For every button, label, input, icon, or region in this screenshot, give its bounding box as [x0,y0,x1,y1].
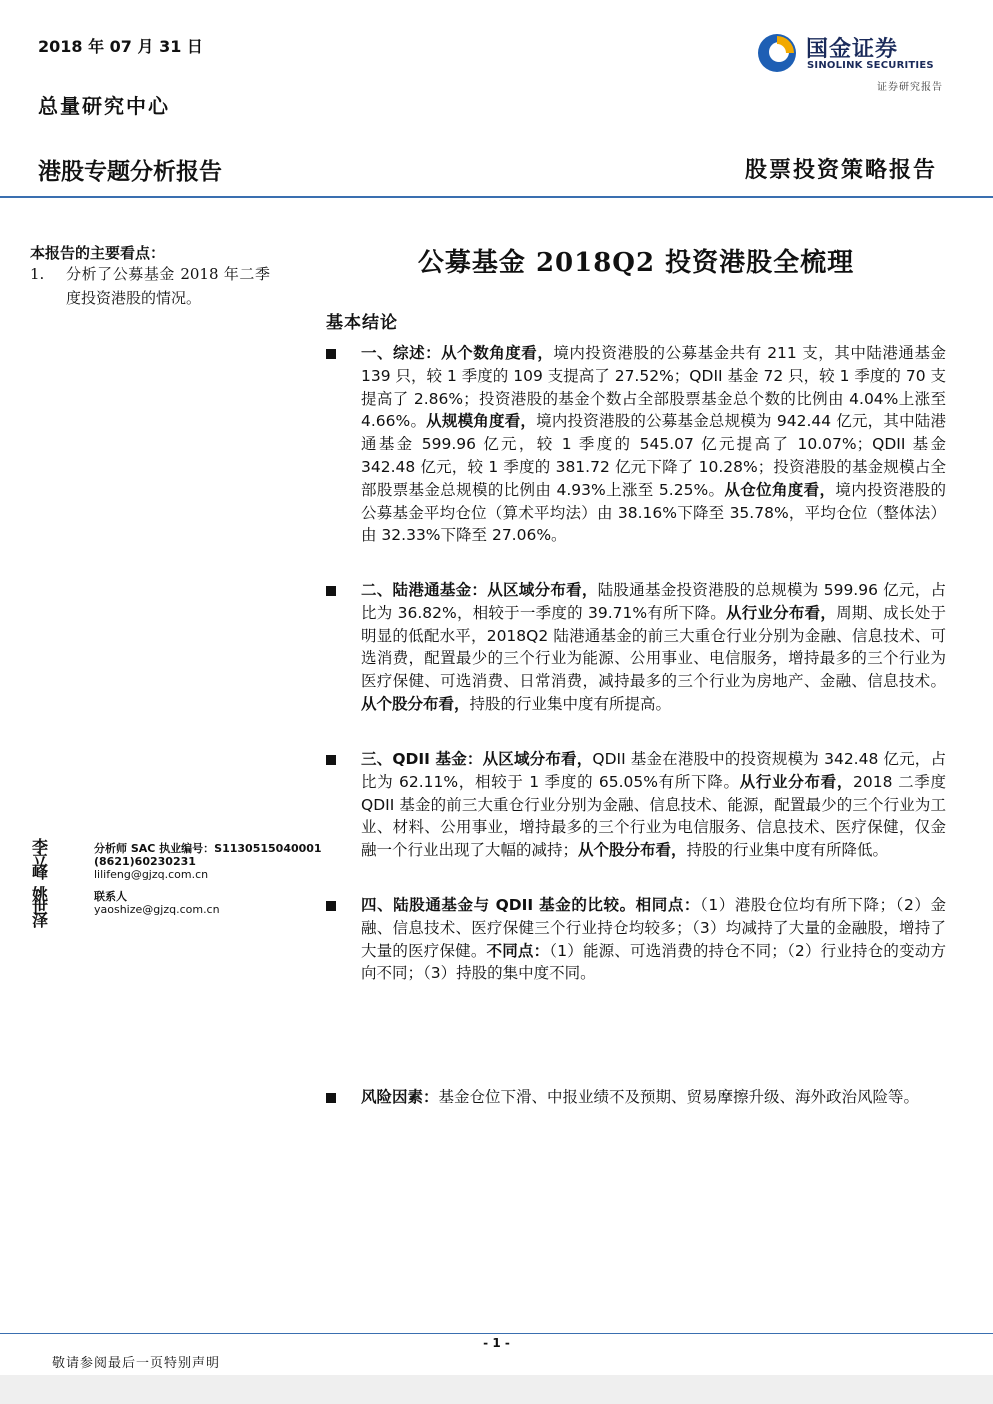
bullet-square-icon [326,586,336,596]
body-text: （1）能源、可选消费的持仓不同；（2）行业持仓的变动方向不同；（3）持股的集中度不同。 [361,941,946,983]
emphasis-text: 从行业分布看， [739,772,854,791]
contact-name: 姚世泽 [32,885,50,930]
logo-mark-icon [756,32,798,74]
body-text: 境内投资港股的公募基金总规模为 942.44 亿元，其中陆港通基金 599.96 亿元，较 1 季度的 545.07 亿元提高了 10.07%；QDII 基金 342.48 亿元，较 1 季度的 381.72 亿元下降了 10.28%；投资港股的基金规模占全部股票基金总规模的比例由 4.93%上涨至 5.25%。 [361,412,946,499]
highlights-list [30,262,270,310]
body-text: （1）港股仓位均有所下降；（2）金融、信息技术、医疗保健三个行业持仓均较多；（3）均减持了大量的金融股，增持了大量的医疗保健。 [361,896,946,960]
report-type: 港股专题分析报告 [38,159,222,185]
body-text: 基金仓位下滑、中报业绩不及预期、贸易摩擦升级、海外政治风险等。 [438,1088,920,1106]
analyst-role: 分析师 SAC 执业编号：S1130515040001 [94,842,322,855]
footer-divider [0,1333,993,1334]
bullet-square-icon [326,901,336,911]
report-category: 股票投资策略报告 [744,157,937,183]
analyst-email[interactable]: lilifeng@gjzq.com.cn [94,868,209,881]
highlight-text: 分析了公募基金 2018 年二季度投资港股的情况。 [66,265,270,307]
company-logo [756,30,946,78]
conclusion-text [361,579,946,716]
body-text: 2018 二季度 QDII 基金的前三大重仓行业分别为金融、信息技术、能源，配置最少的三个行业为工业、材料、公用事业，增持最多的三个行业为电信服务、信息技术、医疗保健，仅金融一个行业出现了大幅的减持； [361,772,947,860]
emphasis-text: 从行业分布看， [725,603,837,622]
page-number: - 1 - [483,1336,510,1350]
highlight-number: 1. [30,265,45,283]
body-text: QDII 基金在港股中的投资规模为 342.48 亿元，占比为 62.11%，相较于 1 季度的 65.05%有所下降。 [361,750,946,791]
emphasis-text: 一、综述：从个数角度看， [361,344,554,362]
analyst-phone: (8621)60230231 [94,855,196,868]
emphasis-text: 不同点： [486,941,550,960]
contact-role: 联系人 [94,890,127,903]
disclaimer-note: 敬请参阅最后一页特别声明 [52,1356,221,1371]
conclusion-text [361,894,946,985]
body-text: 持股的行业集中度有所降低。 [686,841,889,860]
analyst-name: 李立峰 [32,837,50,882]
body-text: 陆股通基金投资港股的总规模为 599.96 亿元，占比为 36.82%，相较于一季度的 39.71%有所下降。 [361,581,946,622]
emphasis-text: 从规模角度看， [426,412,537,431]
emphasis-text: 三、QDII 基金：从区域分布看， [361,750,593,768]
logo-name-en: SINOLINK SECURITIES [807,60,934,71]
emphasis-text: 从仓位角度看， [724,480,836,499]
bullet-square-icon [326,755,336,765]
bottom-band [0,1375,993,1404]
contact-email[interactable]: yaoshize@gjzq.com.cn [94,903,220,916]
highlights-title: 本报告的主要看点： [30,244,166,262]
body-text: 境内投资港股的公募基金平均仓位（算术平均法）由 38.16%下降至 35.78%，平均仓位（整体法）由 32.33%下降至 27.06%。 [361,480,946,545]
conclusion-item-risk [326,1086,946,1109]
report-date: 2018 年 07 月 31 日 [38,37,203,56]
conclusion-item-comparison [326,894,946,985]
conclusion-item-hk-connect [326,579,946,716]
emphasis-text: 二、陆港通基金：从区域分布看， [361,581,598,599]
conclusion-text [361,748,946,862]
header-divider [0,196,993,198]
emphasis-text: 从个股分布看， [361,694,470,713]
emphasis-text: 风险因素： [361,1088,439,1106]
body-text: 周期、成长处于明显的低配水平，2018Q2 陆港通基金的前三大重仓行业分别为金融、信息技术、可选消费，配置最少的三个行业为能源、公用事业、电信服务，增持最多的三个行业为医疗保健、可选消费、日常消费，减持最多的三个行业为房地产、金融、信息技术。 [361,603,946,691]
department-name: 总量研究中心 [38,94,170,118]
logo-subtitle: 证券研究报告 [877,82,943,93]
body-text: 持股的行业集中度有所提高。 [469,694,672,713]
bullet-square-icon [326,349,336,359]
conclusion-item-qdii [326,748,946,862]
conclusion-text [361,1086,946,1109]
body-text: 境内投资港股的公募基金共有 211 支，其中陆港通基金 139 只，较 1 季度的 109 支提高了 27.52%；QDII 基金 72 只，较 1 季度的 70 支提高了 2.86%；投资港股的基金个数占全部股票基金总个数的比例由 4.04%上涨至 4.66%。 [361,344,946,431]
bullet-square-icon [326,1093,336,1103]
report-title: 公募基金 2018Q2 投资港股全梳理 [417,248,855,278]
highlight-item [30,262,270,310]
conclusion-text [361,342,946,547]
logo-name-cn: 国金证券 [806,37,899,62]
section-heading: 基本结论 [326,313,398,333]
contact-info [94,890,220,916]
emphasis-text: 从个股分布看， [578,841,687,860]
conclusion-item-overview [326,342,946,547]
analyst-info [94,842,322,881]
emphasis-text: 四、陆股通基金与 QDII 基金的比较。相同点： [361,896,700,914]
